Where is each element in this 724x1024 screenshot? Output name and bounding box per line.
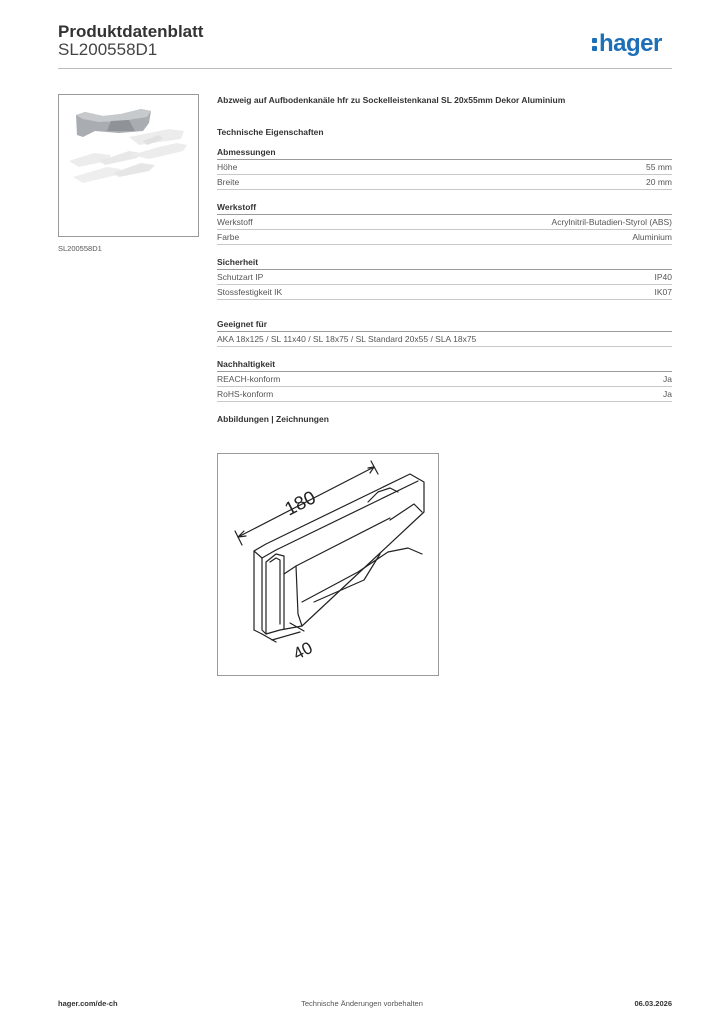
spec-label: AKA 18x125 / SL 11x40 / SL 18x75 / SL Standard 20x55 / SLA 18x75 — [217, 334, 477, 344]
logo-dots-icon — [592, 36, 598, 52]
group-title: Sicherheit — [217, 257, 672, 270]
spec-value: 20 mm — [646, 177, 672, 187]
product-photo-icon — [59, 95, 200, 238]
spec-value: Acrylnitril-Butadien-Styrol (ABS) — [551, 217, 672, 227]
product-image — [58, 94, 199, 237]
page-title: Produktdatenblatt — [58, 22, 204, 41]
group-abmessungen — [217, 147, 672, 190]
technical-drawing-svg — [218, 454, 440, 677]
document-id: SL200558D1 — [58, 40, 158, 59]
group-title: Abmessungen — [217, 147, 672, 160]
spec-value: IK07 — [654, 287, 672, 297]
dimension-length-label: 180 — [281, 487, 320, 521]
spec-label: Stossfestigkeit IK — [217, 287, 283, 297]
spec-label: RoHS-konform — [217, 389, 274, 399]
spec-value: Aluminium — [632, 232, 672, 242]
group-title: Werkstoff — [217, 202, 672, 215]
spec-row — [217, 285, 672, 300]
header-divider — [58, 68, 672, 69]
footer-date: 06.03.2026 — [634, 999, 672, 1008]
spec-value: 55 mm — [646, 162, 672, 172]
group-title: Geeignet für — [217, 319, 672, 332]
spec-row — [217, 332, 672, 347]
footer-notice: Technische Änderungen vorbehalten — [301, 999, 423, 1008]
spec-row — [217, 160, 672, 175]
spec-label: REACH-konform — [217, 374, 281, 384]
footer-website-link[interactable]: hager.com/de-ch — [58, 999, 118, 1008]
group-title: Nachhaltigkeit — [217, 359, 672, 372]
spec-value: IP40 — [654, 272, 672, 282]
hager-logo — [592, 30, 662, 58]
spec-value: Ja — [663, 374, 672, 384]
group-nachhaltigkeit — [217, 359, 672, 402]
spec-label: Höhe — [217, 162, 238, 172]
product-title: Abzweig auf Aufbodenkanäle hfr zu Sockelleistenkanal SL 20x55mm Dekor Aluminium — [217, 95, 566, 105]
drawings-section-title: Abbildungen | Zeichnungen — [217, 414, 329, 424]
group-sicherheit — [217, 257, 672, 300]
group-werkstoff — [217, 202, 672, 245]
product-image-caption: SL200558D1 — [58, 244, 102, 253]
group-geeignet-fuer — [217, 319, 672, 347]
technical-drawing — [217, 453, 439, 676]
spec-label: Breite — [217, 177, 240, 187]
product-details — [217, 95, 672, 424]
spec-row — [217, 175, 672, 190]
spec-row — [217, 372, 672, 387]
logo-text: hager — [599, 30, 662, 57]
tech-section-title: Technische Eigenschaften — [217, 127, 324, 137]
spec-row — [217, 230, 672, 245]
spec-row — [217, 215, 672, 230]
spec-label: Farbe — [217, 232, 240, 242]
spec-label: Schutzart IP — [217, 272, 264, 282]
spec-value: Ja — [663, 389, 672, 399]
spec-label: Werkstoff — [217, 217, 253, 227]
spec-row — [217, 387, 672, 402]
dimension-width-label: 40 — [290, 638, 316, 664]
spec-row — [217, 270, 672, 285]
